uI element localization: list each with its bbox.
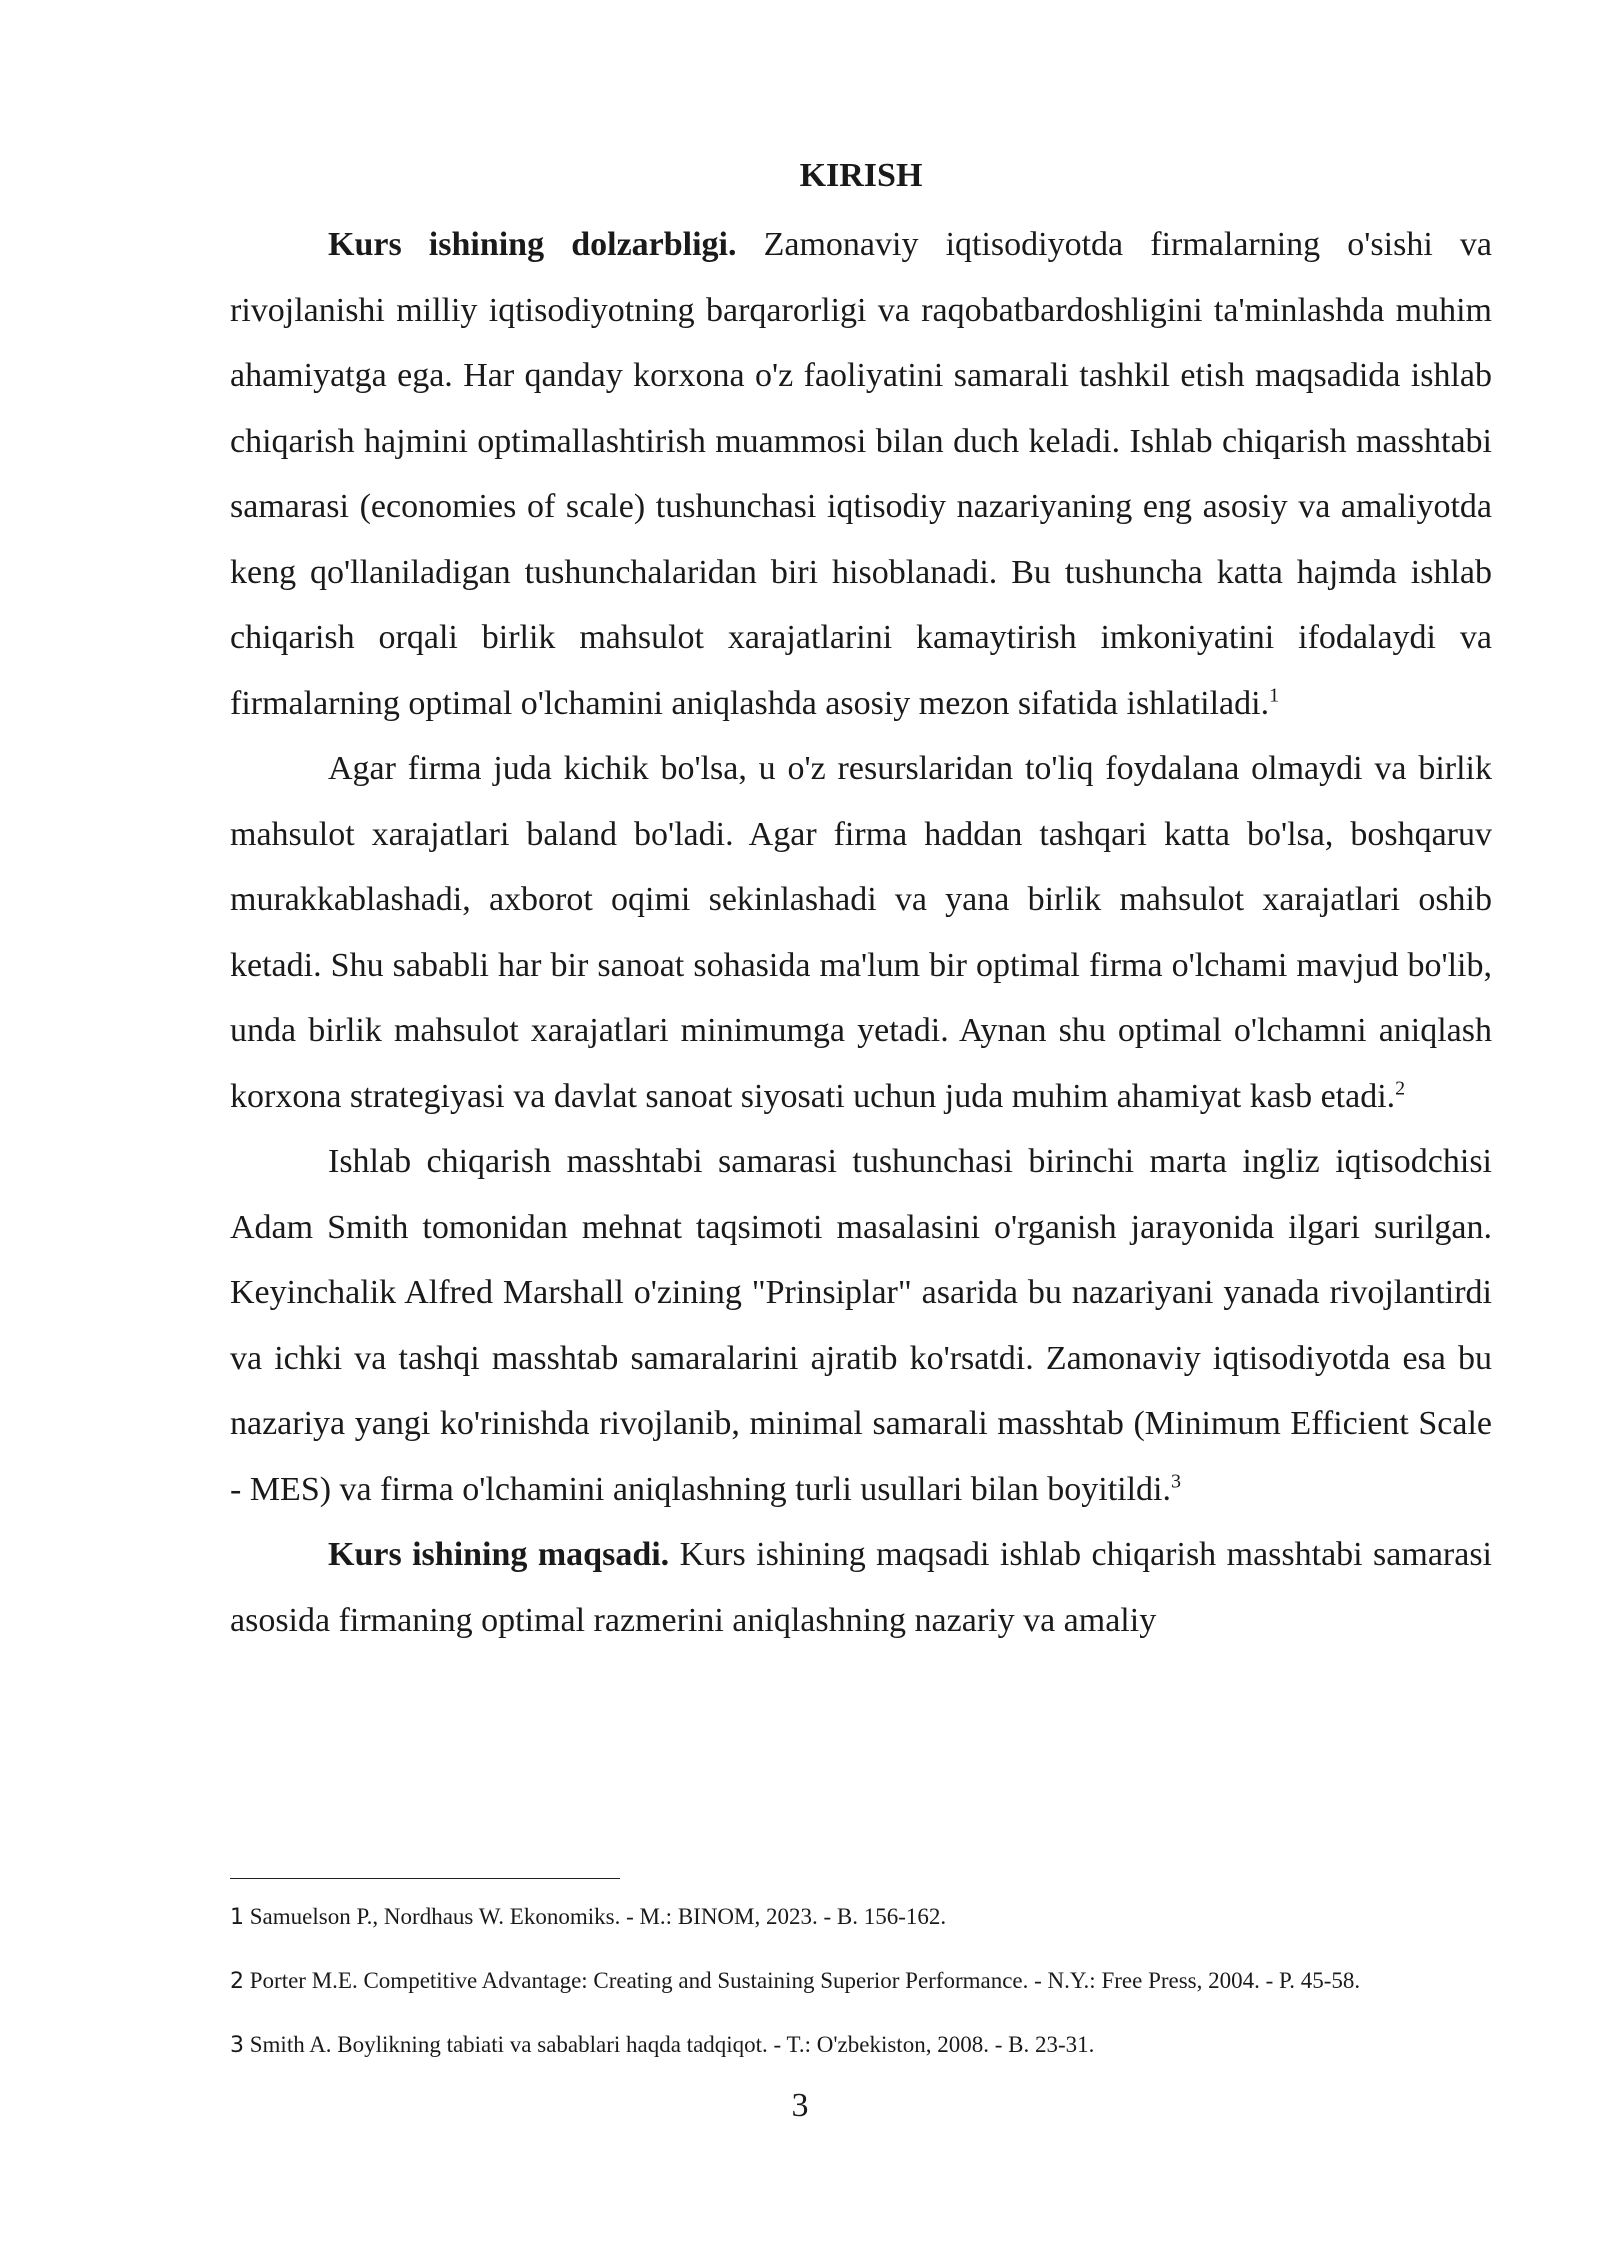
footnote xyxy=(230,1900,1492,1935)
footnotes xyxy=(230,1900,1492,2092)
page-number: 3 xyxy=(791,2087,809,2124)
section-heading: KIRISH xyxy=(799,157,923,194)
footnote-text: Samuelson P., Nordhaus W. Ekonomiks. - M.: BINOM, 2023. - B. 156-162. xyxy=(249,1904,947,1929)
footnote-number: 3 xyxy=(230,2033,244,2058)
footnote-ref[interactable]: 1 xyxy=(1269,684,1280,707)
footnote-number: 1 xyxy=(230,1905,244,1930)
footnote-ref[interactable]: 2 xyxy=(1395,1077,1406,1100)
footnote xyxy=(230,1964,1492,1999)
paragraph-text: Ishlab chiqarish masshtabi samarasi tushunchasi birinchi marta ingliz iqtisodchisi Adam Smith tomonidan mehnat taqsimoti masalasini o'rganish jarayonida ilgari surilgan. Keyinchalik Alfred Marshall o'zining "Prinsiplar" asarida bu nazariyani yanada rivojlantirdi va ichki va tashqi masshtab samaralarini ajratib ko'rsatdi. Zamonaviy iqtisodiyotda esa bu nazariya yangi ko'rinishda rivojlanib, minimal samarali masshtab (Minimum Efficient Scale - MES) va firma o'lchamini aniqlashning turli usullari bilan boyitildi. xyxy=(230,1143,1492,1508)
paragraph-text: Zamonaviy iqtisodiyotda firmalarning o'sishi va rivojlanishi milliy iqtisodiyotning barqarorligi va raqobatbardoshligini ta'minlashda muhim ahamiyatga ega. Har qanday korxona o'z faoliyatini samarali tashkil etish maqsadida ishlab chiqarish hajmini optimallashtirish muammosi bilan duch keladi. Ishlab chiqarish masshtabi samarasi (economies of scale) tushunchasi iqtisodiy nazariyaning eng asosiy va amaliyotda keng qo'llaniladigan tushunchalaridan biri hisoblanadi. Bu tushuncha katta hajmda ishlab chiqarish orqali birlik mahsulot xarajatlarini kamaytirish imkoniyatini ifodalaydi va firmalarning optimal o'lchamini aniqlashda asosiy mezon sifatida ishlatiladi. xyxy=(230,226,1492,722)
footnote-separator xyxy=(230,1878,620,1879)
footnote-number: 2 xyxy=(230,1969,244,1994)
paragraph-text: Kurs ishining maqsadi ishlab chiqarish masshtabi samarasi asosida firmaning optimal razmerini aniqlashning nazariy va amaliy xyxy=(230,1536,1492,1639)
footnote xyxy=(230,2028,1492,2063)
paragraph-text: Agar firma juda kichik bo'lsa, u o'z resurslaridan to'liq foydalana olmaydi va birlik mahsulot xarajatlari baland bo'ladi. Agar firma haddan tashqari katta bo'lsa, boshqaruv murakkablashadi, axborot oqimi sekinlashadi va yana birlik mahsulot xarajatlari oshib ketadi. Shu sababli har bir sanoat sohasida ma'lum bir optimal firma o'lchami mavjud bo'lib, unda birlik mahsulot xarajatlari minimumga yetadi. Aynan shu optimal o'lchamni aniqlash korxona strategiyasi va davlat sanoat siyosati uchun juda muhim ahamiyat kasb etadi. xyxy=(230,750,1492,1115)
footnote-text: Smith A. Boylikning tabiati va sabablari haqda tadqiqot. - T.: O'zbekiston, 2008. - B. 23-31. xyxy=(249,2032,1095,2057)
page-body xyxy=(230,140,1492,1653)
paragraph-relevance xyxy=(230,212,1492,736)
paragraph-lead: Kurs ishining maqsadi. xyxy=(328,1536,670,1573)
paragraph-firm-size xyxy=(230,736,1492,1129)
footnote-text: Porter M.E. Competitive Advantage: Creating and Sustaining Superior Performance. - N.Y.: Free Press, 2004. - P. 45-58. xyxy=(249,1968,1361,1993)
footnote-ref[interactable]: 3 xyxy=(1170,1470,1181,1493)
paragraph-lead: Kurs ishining dolzarbligi. xyxy=(328,226,737,263)
paragraph-goal xyxy=(230,1522,1492,1653)
paragraph-history xyxy=(230,1129,1492,1522)
